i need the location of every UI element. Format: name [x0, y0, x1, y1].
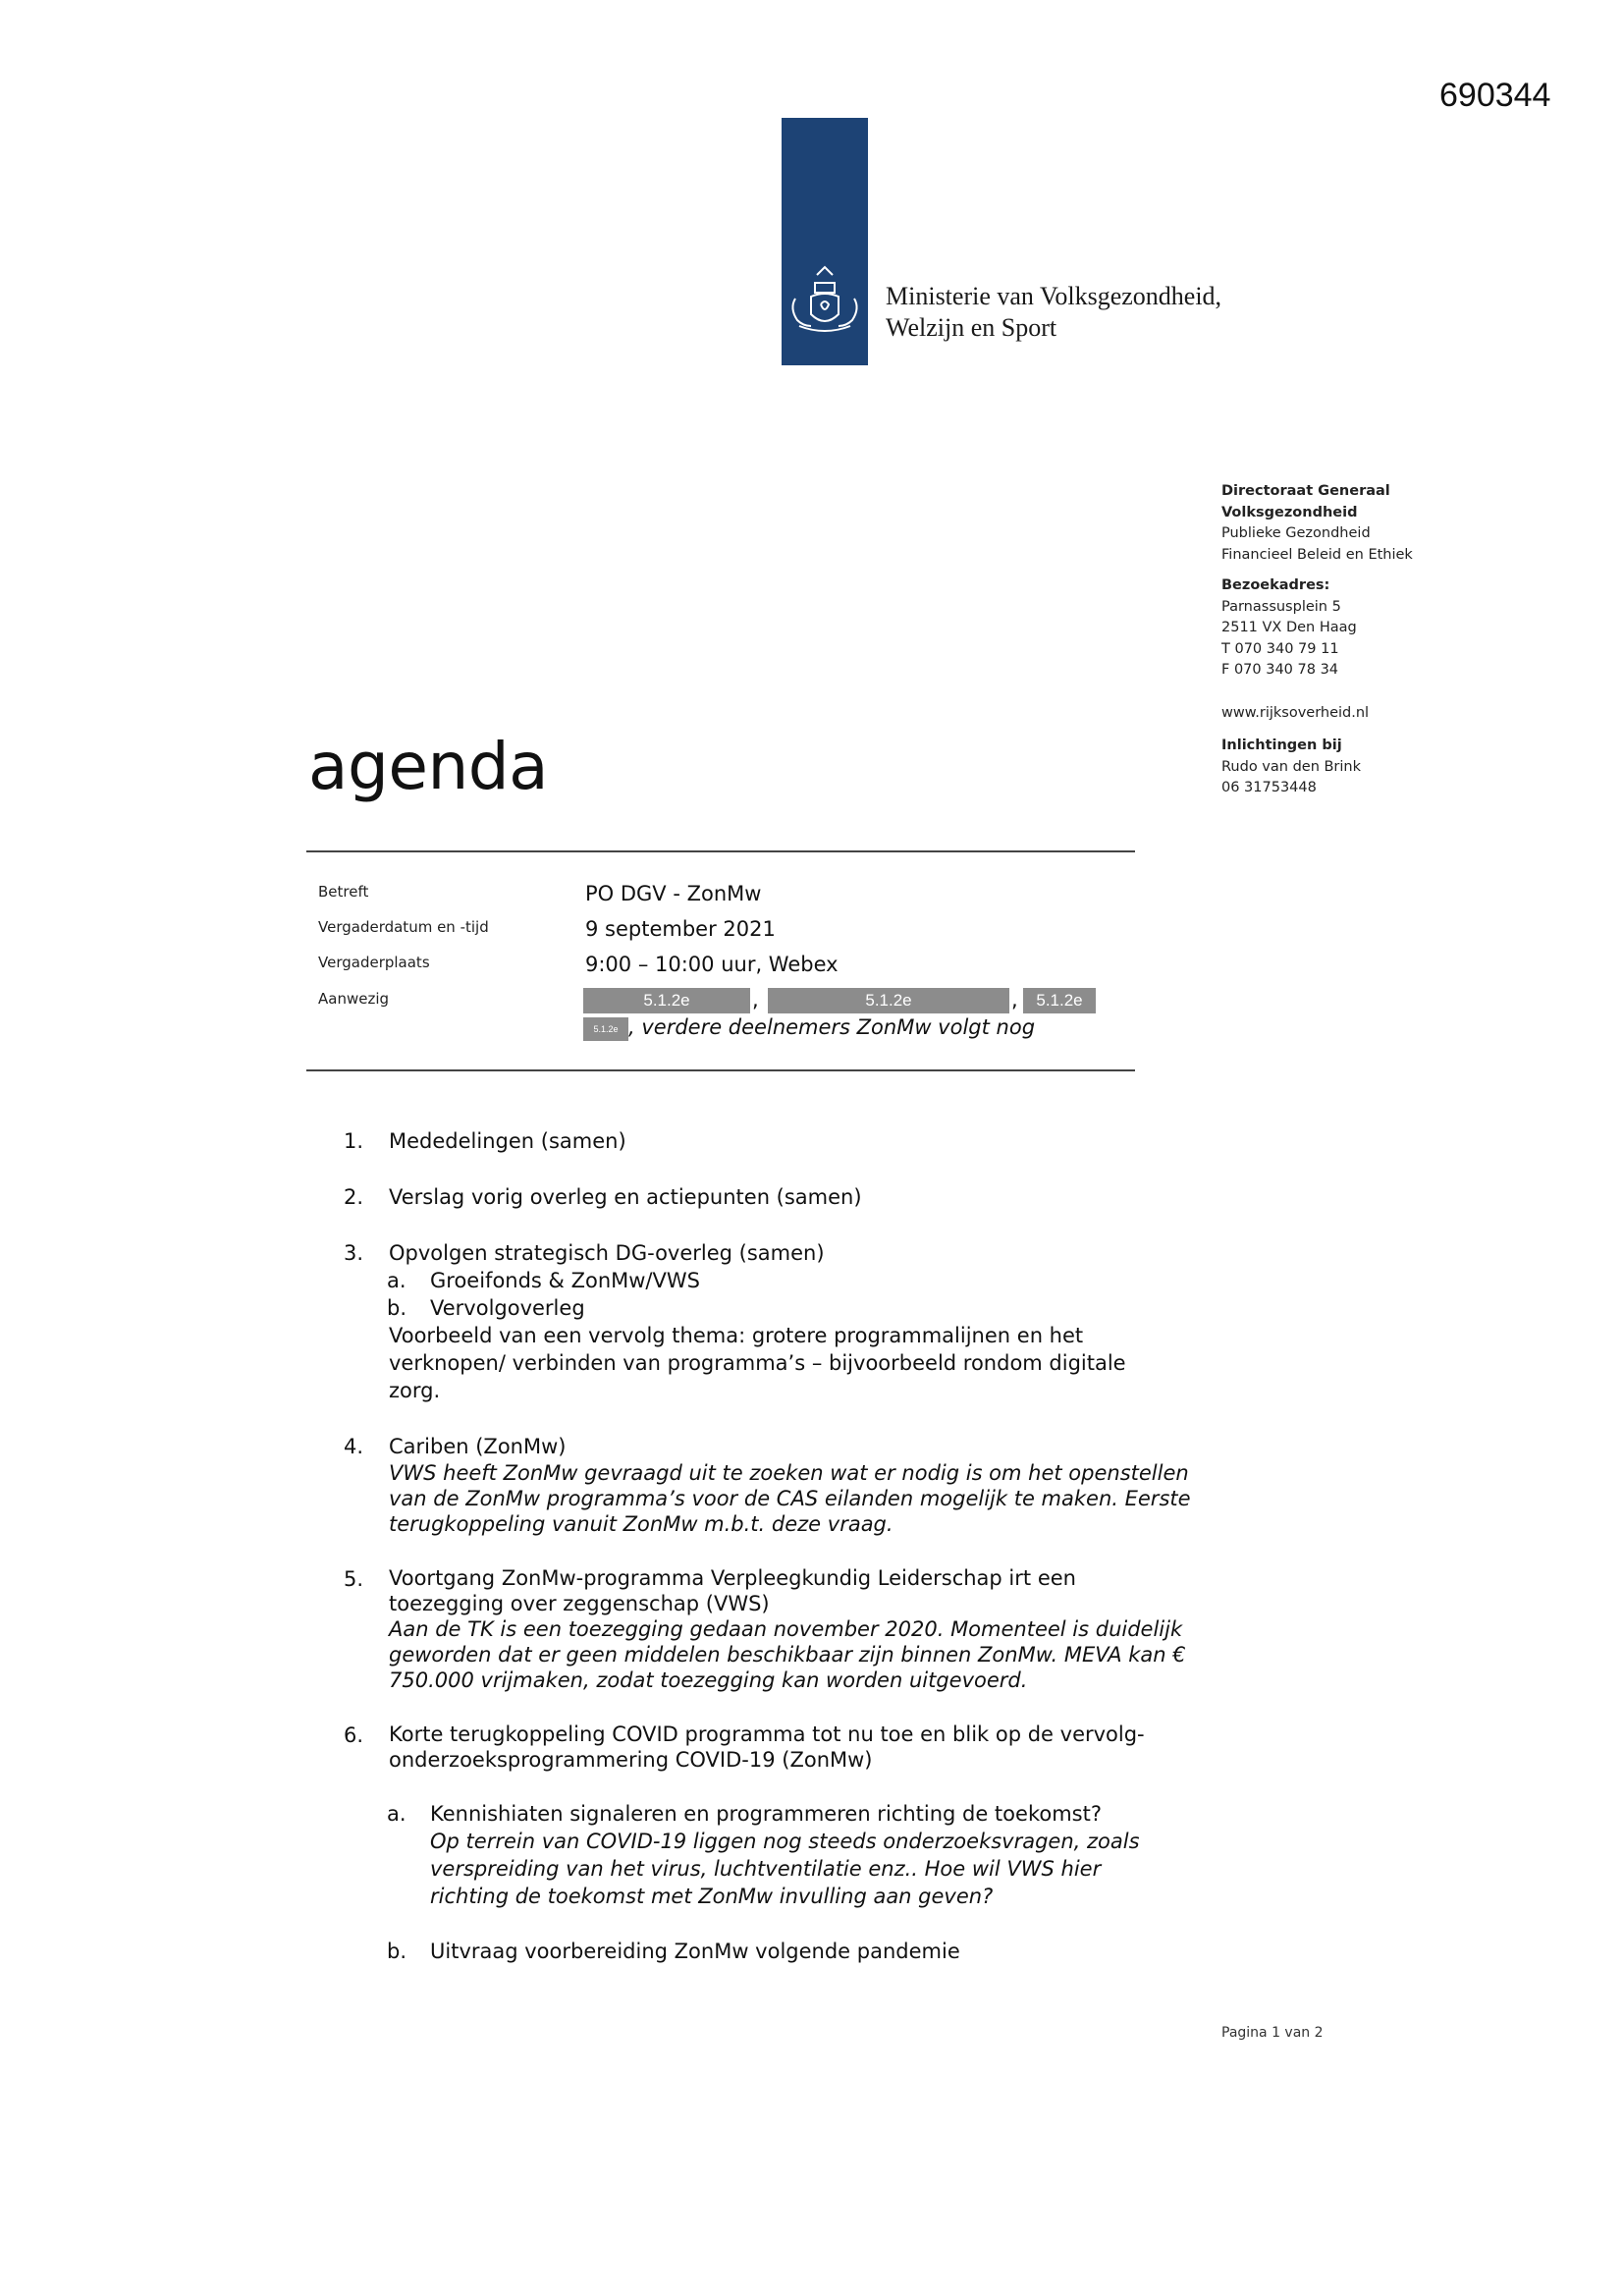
- item-title: Voortgang ZonMw-programma Verpleegkundig Leiderschap irt een toezegging over zeggenschap (VWS): [389, 1566, 1076, 1615]
- divider: [306, 1069, 1135, 1071]
- government-logo: [782, 118, 868, 365]
- agenda-item: [344, 1183, 1208, 1211]
- contact-phone: 06 31753448: [1221, 780, 1317, 795]
- department-line: Volksgezondheid: [1221, 504, 1358, 520]
- sub-item-title: Groeifonds & ZonMw/VWS: [430, 1269, 700, 1292]
- sub-item: [344, 1938, 1208, 1965]
- item-note: Aan de TK is een toezegging gedaan november 2020. Momenteel is duidelijk geworden dat er geen middelen beschikbaar zijn binnen ZonMw. MEVA kan € 750.000 vrijmaken, zodat toezegging kan worden uitgevoerd.: [389, 1617, 1186, 1692]
- item-note: VWS heeft ZonMw gevraagd uit te zoeken wat er nodig is om het openstellen van de ZonMw programma’s voor de CAS eilanden mogelijk te maken. Eerste terugkoppeling vanuit ZonMw m.b.t. deze vraag.: [389, 1461, 1191, 1536]
- agenda-item: [344, 1433, 1208, 1537]
- attendee-separator: ,: [752, 988, 759, 1011]
- redaction-box-small: 5.1.2e: [583, 1017, 628, 1041]
- ministry-name: [886, 281, 1221, 344]
- agenda-item: [344, 1239, 1208, 1404]
- subject-value: PO DGV - ZonMw: [585, 882, 762, 905]
- redaction-box: 5.1.2e: [583, 988, 750, 1013]
- agenda-item: [344, 1722, 1208, 1965]
- department-block: [1221, 481, 1413, 566]
- agenda-item: [344, 1565, 1208, 1693]
- item-number: 5.: [344, 1567, 364, 1591]
- department-line: Publieke Gezondheid: [1221, 525, 1371, 541]
- subject-label: Betreft: [318, 883, 369, 901]
- item-number: 2.: [344, 1185, 364, 1209]
- item-title: Opvolgen strategisch DG-overleg (samen): [389, 1241, 825, 1265]
- present-label: Aanwezig: [318, 990, 390, 1008]
- item-title: Mededelingen (samen): [389, 1129, 626, 1153]
- item-title: Korte terugkoppeling COVID programma tot nu toe en blik op de vervolg-onderzoeksprogrammering COVID-19 (ZonMw): [389, 1722, 1145, 1772]
- sub-item-letter: b.: [387, 1940, 407, 1963]
- contact-name: Rudo van den Brink: [1221, 758, 1362, 775]
- agenda-list: [344, 1127, 1208, 1965]
- item-number: 3.: [344, 1241, 364, 1265]
- sub-item-note: Op terrein van COVID-19 liggen nog steeds onderzoeksvragen, zoals verspreiding van het virus, luchtventilatie enz.. Hoe wil VWS hier richting de toekomst met ZonMw invulling aan geven?: [430, 1830, 1140, 1908]
- contact-block: [1221, 736, 1361, 799]
- item-note: Voorbeeld van een vervolg thema: grotere programmalijnen en het verknopen/ verbinden van programma’s – bijvoorbeeld rondom digitale zorg.: [389, 1324, 1126, 1402]
- agenda-item: [344, 1127, 1208, 1155]
- divider: [306, 850, 1135, 852]
- sub-item: [344, 1267, 1208, 1294]
- sub-item-title: Vervolgoverleg: [430, 1296, 585, 1320]
- visit-address-block: [1221, 575, 1357, 682]
- department-line: Directoraat Generaal: [1221, 483, 1390, 499]
- redaction-box: 5.1.2e: [768, 988, 1009, 1013]
- attendee-separator: ,: [1011, 988, 1018, 1011]
- sub-item-letter: a.: [387, 1269, 406, 1292]
- address-line: 2511 VX Den Haag: [1221, 620, 1357, 635]
- sub-item: [344, 1800, 1208, 1910]
- date-value: 9 september 2021: [585, 917, 776, 941]
- place-label: Vergaderplaats: [318, 954, 430, 971]
- item-title: Verslag vorig overleg en actiepunten (samen): [389, 1185, 862, 1209]
- ministry-name-line1: Ministerie van Volksgezondheid,: [886, 282, 1222, 310]
- sub-item-letter: b.: [387, 1296, 407, 1320]
- date-label: Vergaderdatum en -tijd: [318, 918, 489, 936]
- item-title: Cariben (ZonMw): [389, 1435, 567, 1458]
- document-number: 690344: [1439, 77, 1551, 114]
- website-link[interactable]: www.rijksoverheid.nl: [1221, 705, 1370, 721]
- place-value: 9:00 – 10:00 uur, Webex: [585, 953, 839, 976]
- item-number: 1.: [344, 1129, 364, 1153]
- department-line: Financieel Beleid en Ethiek: [1221, 546, 1413, 563]
- sub-item-title: Uitvraag voorbereiding ZonMw volgende pandemie: [430, 1940, 960, 1963]
- page-number: Pagina 1 van 2: [1221, 2025, 1324, 2041]
- item-number: 4.: [344, 1435, 364, 1458]
- sub-item-letter: a.: [387, 1802, 406, 1826]
- coat-of-arms-icon: [782, 118, 868, 365]
- attendees-note: , verdere deelnemers ZonMw volgt nog: [628, 1015, 1036, 1039]
- page-title: agenda: [308, 729, 549, 804]
- sub-item: [344, 1294, 1208, 1322]
- ministry-name-line2: Welzijn en Sport: [886, 313, 1057, 342]
- redaction-box: 5.1.2e: [1023, 988, 1096, 1013]
- item-number: 6.: [344, 1723, 364, 1747]
- sub-item-title: Kennishiaten signaleren en programmeren richting de toekomst?: [430, 1802, 1102, 1826]
- phone-number: T 070 340 79 11: [1221, 640, 1339, 657]
- visit-address-title: Bezoekadres:: [1221, 577, 1330, 593]
- fax-number: F 070 340 78 34: [1221, 662, 1339, 678]
- contact-title: Inlichtingen bij: [1221, 738, 1342, 753]
- address-line: Parnassusplein 5: [1221, 598, 1341, 615]
